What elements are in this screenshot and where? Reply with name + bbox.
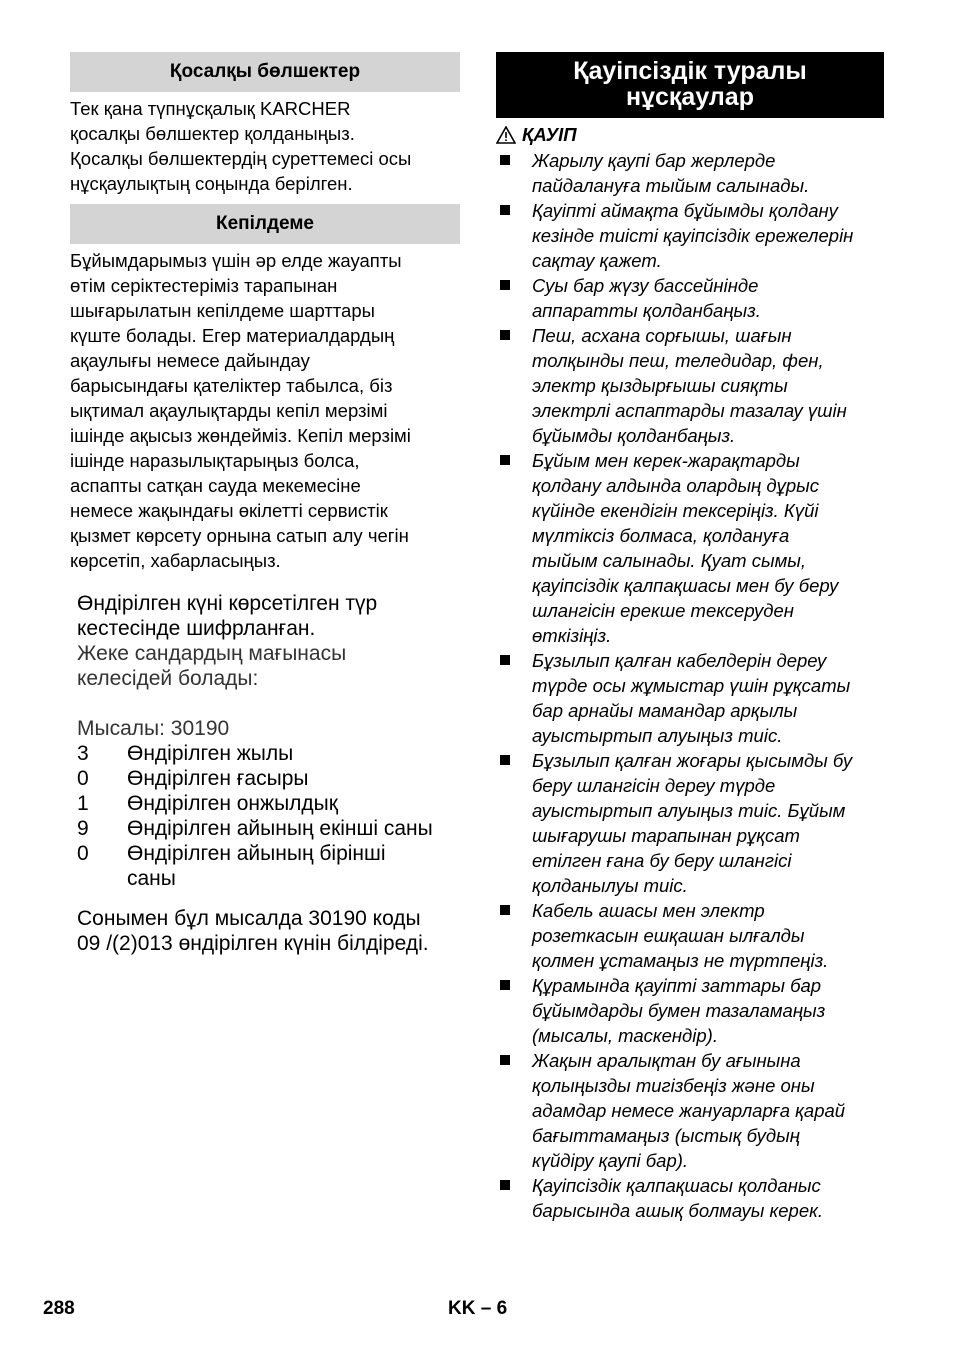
square-bullet-icon: [500, 205, 510, 215]
text-line: өтім серіктестеріміз тарапынан: [70, 275, 338, 296]
text-line: тыйым салынады. Қуат сымы,: [532, 550, 807, 571]
text-line: Қосалқы бөлшектердің суреттемесі осы: [70, 148, 412, 169]
safety-item-text: [532, 648, 850, 748]
text-line: бар арнайы мамандар арқылы: [532, 700, 798, 721]
text-line: бағыттамаңыз (ыстық будың: [532, 1125, 800, 1146]
text-line: Бұйым мен керек-жарақтарды: [532, 450, 800, 471]
text-line: Бұзылып қалған кабелдерін дереу: [532, 650, 827, 671]
text-line: Қауіпсіздік туралы: [573, 57, 807, 85]
text-line: күйдіру қаупі бар).: [532, 1150, 689, 1171]
text-line: Бұйымдарымыз үшін әр елде жауапты: [70, 250, 402, 271]
spare-parts-text: [70, 96, 460, 196]
page-number: 288: [43, 1298, 75, 1319]
digit-value: 9: [77, 817, 89, 840]
safety-list-item: [496, 323, 884, 448]
date-code-intro: [77, 591, 460, 641]
text-line: Өндірілген күні көрсетілген түр: [77, 592, 378, 615]
text-line: етілген ғана бу беру шлангісі: [532, 850, 792, 871]
text-line: Өндірілген жылы: [127, 742, 294, 765]
safety-list-item: [496, 148, 884, 198]
safety-list-item: [496, 973, 884, 1048]
text-line: Құрамында қауіпті заттары бар: [532, 975, 822, 996]
safety-item-text: [532, 323, 847, 448]
text-line: бұйымды қолданбаңыз.: [532, 425, 736, 446]
text-line: немесе жақындағы өкілетті сервистік: [70, 500, 388, 521]
text-line: пайдалануға тыйым салынады.: [532, 175, 810, 196]
text-line: Өндірілген айының екінші саны: [127, 817, 433, 840]
safety-list: [496, 148, 884, 1223]
text-line: ауыстыртып алуыңыз тиіс.: [532, 725, 783, 746]
text-line: Қауіпті аймақта бұйымды қолдану: [532, 200, 838, 221]
text-line: ішінде наразылықтарыңыз болса,: [70, 450, 360, 471]
text-line: саны: [127, 867, 176, 890]
digit-meaning: [127, 791, 460, 816]
text-line: аспапты сатқан сауда мекемесіне: [70, 475, 361, 496]
text-line: шығарылатын кепілдеме шарттары: [70, 300, 375, 321]
text-line: қосалқы бөлшектер қолданыңыз.: [70, 123, 355, 144]
text-line: ішінде ақысыз жөндейміз. Кепіл мерзімі: [70, 425, 411, 446]
text-line: барысында ашық болмауы керек.: [532, 1200, 823, 1221]
text-line: күйінде екендігін тексеріңіз. Күйі: [532, 500, 819, 521]
safety-list-item: [496, 1048, 884, 1173]
square-bullet-icon: [500, 155, 510, 165]
text-line: электр қыздырғышы сияқты: [532, 375, 788, 396]
safety-item-text: [532, 973, 825, 1048]
safety-item-text: [532, 1173, 823, 1223]
digit-value: 0: [77, 767, 89, 790]
safety-title: [496, 52, 884, 118]
safety-list-item: [496, 273, 884, 323]
text-line: Жеке сандардың мағынасы: [77, 642, 347, 665]
text-line: өткізіңіз.: [532, 625, 612, 646]
digit-meaning: [127, 816, 460, 841]
date-code-example: Мысалы: 30190: [77, 717, 230, 740]
square-bullet-icon: [500, 655, 510, 665]
text-line: беру шлангісін дереу түрде: [532, 775, 776, 796]
text-line: қызмет көрсету орнына сатып алу чегін: [70, 525, 409, 546]
right-column: [496, 52, 884, 1223]
safety-item-text: [532, 198, 853, 273]
square-bullet-icon: [500, 1180, 510, 1190]
text-line: қолыңызды тигізбеңіз және оны: [532, 1075, 815, 1096]
square-bullet-icon: [500, 280, 510, 290]
text-line: түрде осы жұмыстар үшін рұқсаты: [532, 675, 851, 696]
spare-parts-heading: Қосалқы бөлшектер: [70, 52, 460, 92]
text-line: 09 /(2)013 өндірілген күнін білдіреді.: [77, 932, 429, 955]
left-column: [70, 52, 460, 956]
text-line: күште болады. Егер материалдардың: [70, 325, 395, 346]
text-line: толқынды пеш, теледидар, фен,: [532, 350, 824, 371]
text-line: Жарылу қаупі бар жерлерде: [532, 150, 776, 171]
text-line: Қауіпсіздік қалпақшасы қолданыс: [532, 1175, 821, 1196]
text-line: бұйымдарды бумен тазаламаңыз: [532, 1000, 826, 1021]
text-line: қолданылуы тиіс.: [532, 875, 688, 896]
safety-item-text: [532, 273, 761, 323]
text-line: ақаулығы немесе дайындау: [70, 350, 310, 371]
digit-meaning: [127, 766, 460, 791]
text-line: ауыстыртып алуыңыз тиіс. Бұйым: [532, 800, 846, 821]
text-line: Жақын аралықтан бу ағынына: [532, 1050, 801, 1071]
square-bullet-icon: [500, 755, 510, 765]
text-line: қолдану алдында олардың дұрыс: [532, 475, 820, 496]
text-line: Суы бар жүзу бассейнінде: [532, 275, 759, 296]
text-line: Кабель ашасы мен электр: [532, 900, 765, 921]
safety-item-text: [532, 448, 838, 648]
text-line: электрлі аспаптарды тазалау үшін: [532, 400, 847, 421]
digit-meaning: [127, 841, 460, 891]
text-line: Пеш, асхана сорғышы, шағын: [532, 325, 792, 346]
text-line: кестесінде шифрланған.: [77, 617, 316, 640]
square-bullet-icon: [500, 1055, 510, 1065]
footer-section: KK – 6: [448, 1298, 508, 1319]
text-line: Өндірілген онжылдық: [127, 792, 338, 815]
text-line: адамдар немесе жануарларға қарай: [532, 1100, 846, 1121]
digit-row: [77, 816, 460, 841]
text-line: Өндірілген ғасыры: [127, 767, 309, 790]
text-line: Тек қана түпнұсқалық KARCHER: [70, 98, 351, 119]
text-line: сақтау қажет.: [532, 250, 662, 271]
date-code-conclusion: [77, 906, 460, 956]
text-line: нұсқаулар: [626, 83, 754, 111]
text-line: мүлтіксіз болмаса, қолдануға: [532, 525, 790, 546]
safety-item-text: [532, 898, 828, 973]
text-line: (мысалы, таскендір).: [532, 1025, 718, 1046]
digit-row: [77, 741, 460, 766]
square-bullet-icon: [500, 330, 510, 340]
text-line: шлангісін ерекше тексеруден: [532, 600, 794, 621]
warning-triangle-icon: [496, 126, 516, 144]
digit-value: 1: [77, 792, 89, 815]
text-line: нұсқаулықтың соңында берілген.: [70, 173, 353, 194]
text-line: қолмен ұстамаңыз не түртпеңіз.: [532, 950, 829, 971]
digit-row: [77, 766, 460, 791]
text-line: барысындағы қателіктер табылса, біз: [70, 375, 393, 396]
digit-value: 0: [77, 842, 89, 865]
warranty-heading: Кепілдеме: [70, 204, 460, 244]
danger-label: ҚАУІП: [522, 124, 577, 145]
danger-label-row: [496, 122, 884, 148]
digit-meaning: [127, 741, 460, 766]
safety-item-text: [532, 1048, 845, 1173]
safety-item-text: [532, 148, 809, 198]
safety-list-item: [496, 748, 884, 898]
date-code-digit-list: [77, 741, 460, 891]
text-line: көрсетіп, хабарласыңыз.: [70, 550, 281, 571]
text-line: Бұзылып қалған жоғары қысымды бу: [532, 750, 853, 771]
digit-row: [77, 841, 460, 891]
text-line: қауіпсіздік қалпақшасы мен бу беру: [532, 575, 839, 596]
text-line: аппаратты қолданбаңыз.: [532, 300, 761, 321]
safety-list-item: [496, 448, 884, 648]
safety-list-item: [496, 198, 884, 273]
date-code-box: [77, 591, 460, 956]
date-code-meaning: [77, 641, 460, 691]
text-line: шығарушы тарапынан рұқсат: [532, 825, 800, 846]
safety-list-item: [496, 1173, 884, 1223]
safety-list-item: [496, 648, 884, 748]
text-line: Сонымен бұл мысалда 30190 коды: [77, 907, 421, 930]
warranty-text: [70, 248, 460, 573]
digit-value: 3: [77, 742, 89, 765]
square-bullet-icon: [500, 455, 510, 465]
safety-list-item: [496, 898, 884, 973]
safety-item-text: [532, 748, 852, 898]
text-line: келесідей болады:: [77, 667, 259, 690]
text-line: Өндірілген айының бірінші: [127, 842, 386, 865]
text-line: розеткасын ешқашан ылғалды: [532, 925, 805, 946]
digit-row: [77, 791, 460, 816]
square-bullet-icon: [500, 905, 510, 915]
text-line: ықтимал ақаулықтарды кепіл мерзімі: [70, 400, 388, 421]
text-line: кезінде тиісті қауіпсіздік ережелерін: [532, 225, 854, 246]
square-bullet-icon: [500, 980, 510, 990]
